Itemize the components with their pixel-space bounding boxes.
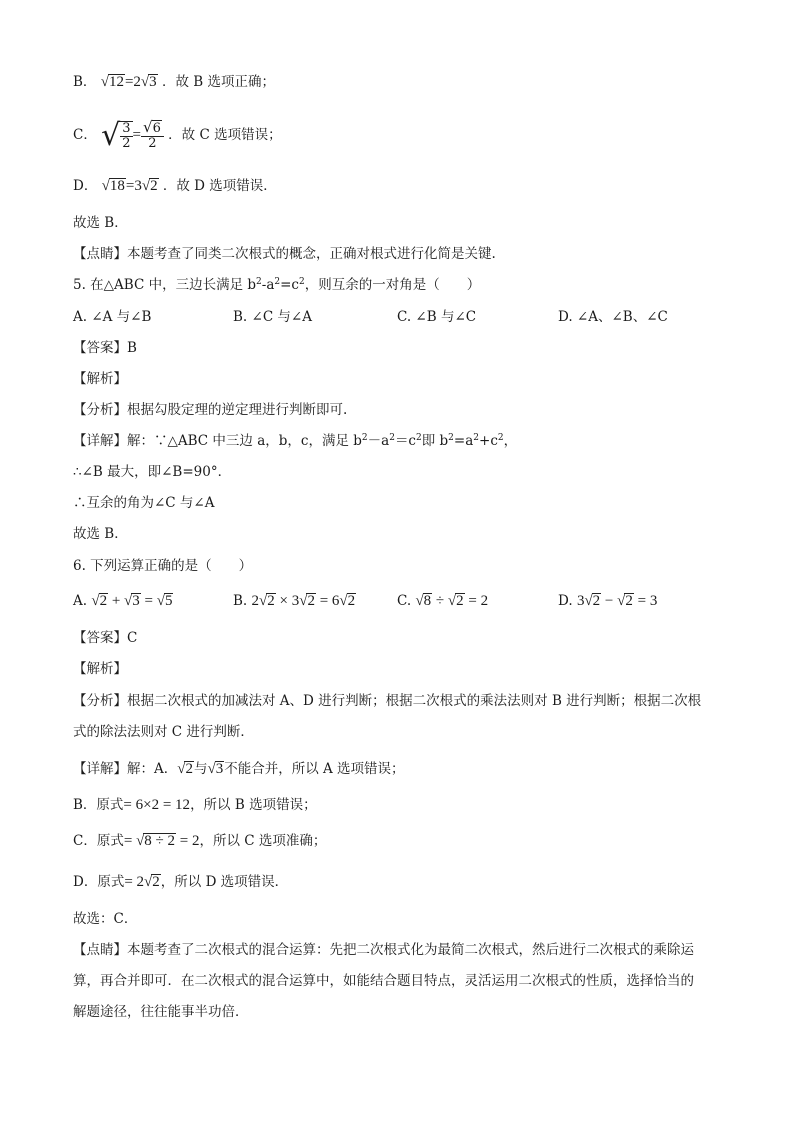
- fraction-3-2: $\frac{3}{2}$: [122, 120, 131, 151]
- q5-line3: ∴互余的角为∠C 与∠A: [73, 495, 215, 511]
- big-radical: √: [101, 117, 121, 153]
- eq-part: =2: [124, 74, 141, 90]
- q6-option-d: D. 3√2 − √2 = 3: [558, 593, 658, 609]
- q5-option-d: D. ∠A、∠B、∠C: [558, 309, 668, 325]
- q5-line2: ∴∠B 最大，即∠B=90°．: [73, 464, 232, 480]
- solution-option-c-line: [73, 115, 282, 155]
- q6-fenxi-1: 【分析】根据二次根式的加减法对 A、D 进行判断；根据二次根式的乘法法则对 B 进行判断；根据二次根: [73, 693, 702, 709]
- comment-text: 本题考查了同类二次根式的概念，正确对根式进行化简是关键.: [127, 246, 496, 262]
- solution-option-b-line: [73, 73, 275, 91]
- q6-c: C．原式= √8 ÷ 2 = 2，所以 C 选项准确；: [73, 833, 327, 849]
- q5-option-a: A. ∠A 与∠B: [73, 309, 152, 325]
- q6-analysis-tag: 【解析】: [73, 661, 127, 677]
- q6-dianjing-2: 算，再合并即可．在二次根式的混合运算中，如能结合题目特点，灵活运用二次根式的性质，选择恰当的: [73, 973, 694, 989]
- q6-dianjing-1: 【点睛】本题考查了二次根式的混合运算：先把二次根式化为最简二次根式，然后进行二次根式的乘除运: [73, 942, 694, 958]
- comment-tag: 【点睛】: [73, 246, 127, 262]
- eq-sign: =: [132, 127, 142, 143]
- q6-b: B．原式= 6×2 = 12，所以 B 选项错误；: [73, 797, 317, 813]
- q5-fenxi: 【分析】根据勾股定理的逆定理进行判断即可.: [73, 402, 348, 418]
- comment-line: [73, 245, 496, 263]
- question-5: 5. 在△ABC 中，三边长满足 $b^2-a^2=c^2$，则互余的一对角是（ ）: [73, 277, 481, 293]
- eq-part: =3: [125, 178, 142, 194]
- q6-answer: 【答案】C: [73, 630, 138, 646]
- q6-d: D．原式= 2√2，所以 D 选项错误．: [73, 874, 289, 890]
- option-label: D．: [73, 178, 98, 194]
- option-label: B．: [73, 74, 97, 90]
- choose-b: 故选 B．: [73, 215, 128, 231]
- conclusion: ．故 B 选项正确；: [161, 74, 275, 90]
- q6-end: 故选：C．: [73, 911, 138, 927]
- question-6: 6. 下列运算正确的是（ ）: [73, 558, 253, 574]
- q5-xiangjie: 【详解】解：∵△ABC 中三边 a，b，c，满足 $b^2-a^2=c^2$即 $b^2=a^2+c^2$，: [73, 433, 518, 449]
- sqrt-3: √3: [140, 74, 157, 90]
- conclusion: ．故 C 选项错误；: [168, 127, 282, 143]
- sqrt-18: √18: [101, 178, 125, 194]
- q6-xiangjie: 【详解】解：A．√2与√3不能合并，所以 A 选项错误；: [73, 761, 405, 777]
- q6-fenxi-2: 式的除法法则对 C 进行判断．: [73, 724, 254, 740]
- q5-line4: 故选 B．: [73, 526, 128, 542]
- q6-option-c: C. √8 ÷ √2 = 2: [397, 593, 489, 609]
- fraction-sqrt6-2: $\frac{√6}{2}$: [141, 120, 164, 151]
- q6-option-b: B. 2√2 × 3√2 = 6√2: [233, 593, 356, 609]
- q5-answer: [73, 339, 137, 357]
- answer-tag: 【答案】: [73, 340, 127, 356]
- conclusion: ．故 D 选项错误．: [162, 178, 277, 194]
- answer-value: B: [127, 340, 137, 356]
- solution-option-d-line: [73, 177, 277, 195]
- sqrt-12: √12: [100, 74, 124, 90]
- q6-dianjing-3: 解题途径，往往能事半功倍．: [73, 1004, 249, 1020]
- q6-option-a: A. √2 + √3 = √5: [73, 593, 173, 609]
- q5-analysis-tag: 【解析】: [73, 371, 127, 387]
- option-label: C．: [73, 127, 97, 143]
- q5-option-c: C. ∠B 与∠C: [397, 309, 477, 325]
- q5-option-b: B. ∠C 与∠A: [233, 309, 312, 325]
- sqrt-2: √2: [141, 178, 158, 194]
